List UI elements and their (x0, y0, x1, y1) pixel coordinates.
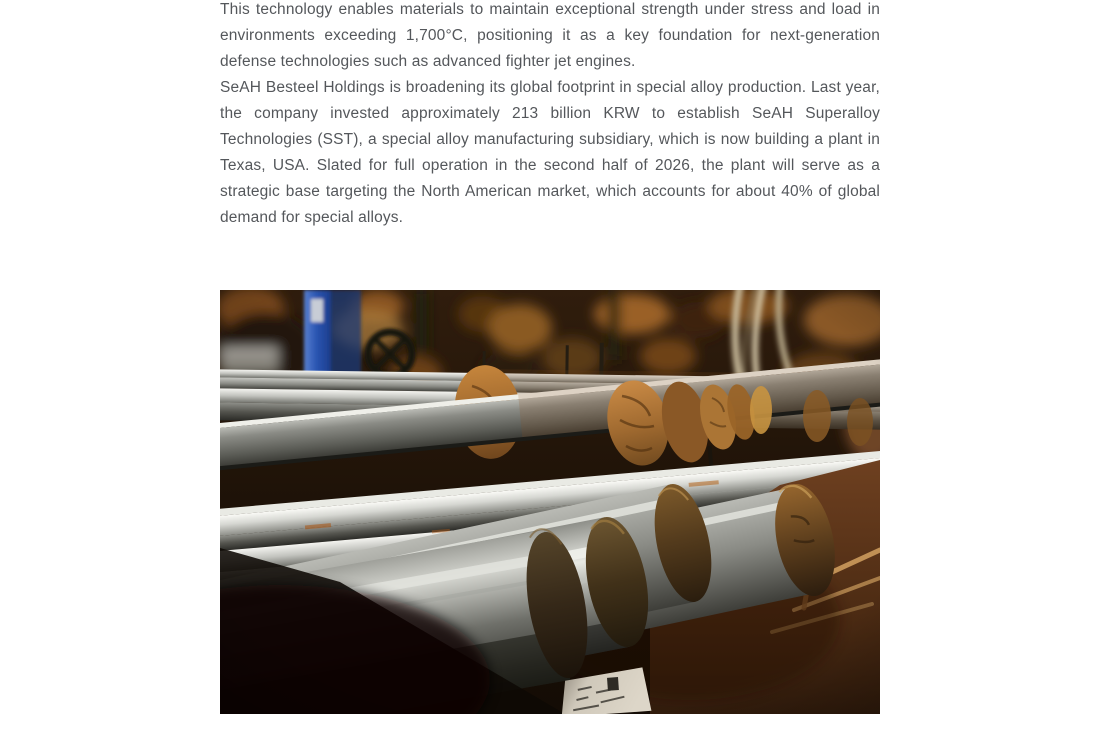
article-content (220, 0, 880, 714)
paragraph-technology: This technology enables materials to maintain exceptional strength under stress and load in environments exceeding 1,700°C, positioning it as a key foundation for next-generation defense technologies such as advanced fighter jet engines. (220, 1, 880, 70)
paragraph-global-expansion: SeAH Besteel Holdings is broadening its global footprint in special alloy production. Last year, the company invested approximately 213 billion KRW to establish SeAH Superalloy Technologies (SST), a special alloy manufacturing subsidiary, which is now building a plant in Texas, USA. Slated for full operation in the second half of 2026, the plant will serve as a strategic base targeting the North American market, which accounts for about 40% of global demand for special alloys. (220, 79, 880, 226)
factory-photo-illustration (220, 290, 880, 714)
steel-bars-photo (220, 290, 880, 714)
vignette-overlay (220, 290, 880, 714)
